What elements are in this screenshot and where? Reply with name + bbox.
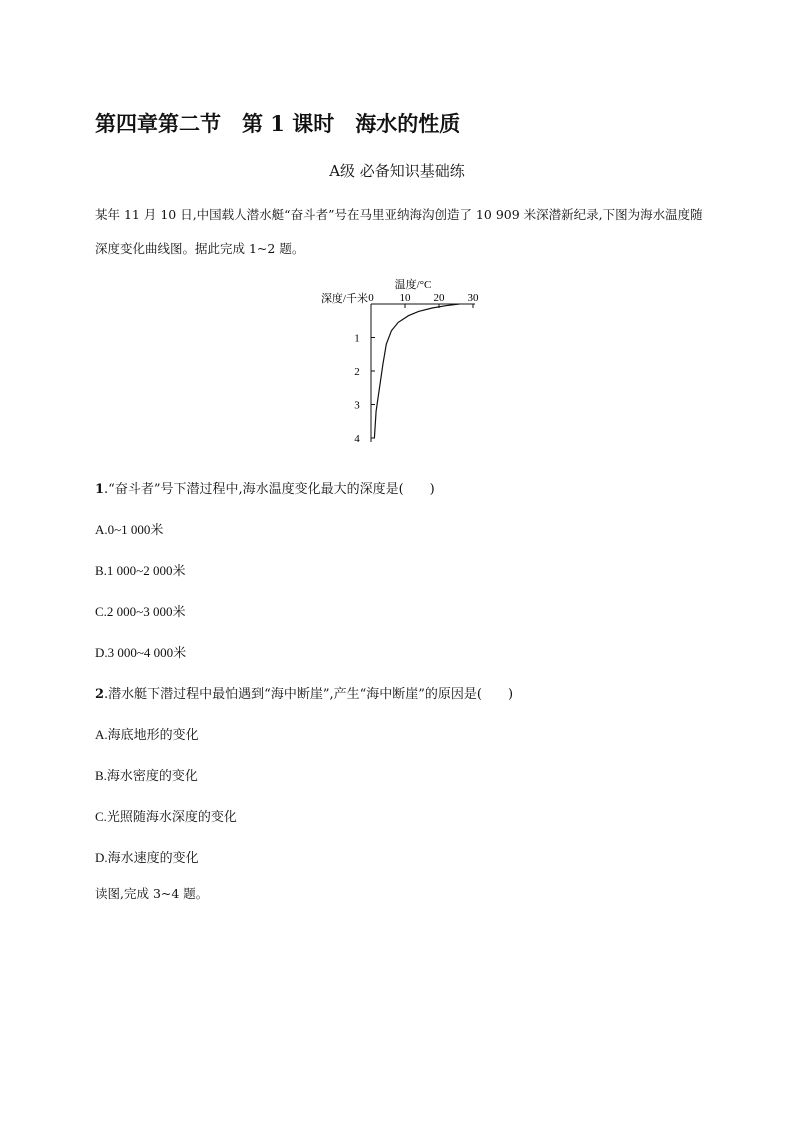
question-2-option-d[interactable]: D.海水速度的变化 — [95, 850, 199, 865]
x-tick-label: 20 — [433, 292, 445, 304]
y-tick-label: 2 — [354, 366, 360, 378]
question-1: 1.“奋斗者”号下潜过程中,海水温度变化最大的深度是( ) — [95, 482, 435, 497]
temperature-depth-chart — [300, 275, 500, 455]
page-title: 第四章第二节 第 1 课时 海水的性质 — [95, 111, 461, 136]
question-2: 2.潜水艇下潜过程中最怕遇到“海中断崖”,产生“海中断崖”的原因是( ) — [95, 687, 514, 702]
question-2-option-b[interactable]: B.海水密度的变化 — [95, 768, 198, 783]
footer-instruction: 读图,完成 3~4 题。 — [95, 886, 209, 901]
question-2-option-c[interactable]: C.光照随海水深度的变化 — [95, 809, 237, 824]
y-tick-label: 1 — [354, 332, 360, 345]
temperature-curve — [374, 304, 459, 438]
x-tick-label: 10 — [399, 292, 411, 304]
x-tick-label: 0 — [368, 292, 374, 304]
question-1-option-d[interactable]: D.3 000~4 000米 — [95, 645, 187, 660]
section-heading: A级 必备知识基础练 — [329, 162, 465, 180]
question-2-option-a[interactable]: A.海底地形的变化 — [95, 727, 199, 742]
y-axis-label: 深度/千米 — [320, 293, 368, 305]
x-tick-label: 30 — [467, 292, 479, 304]
intro-paragraph: 某年 11 月 10 日,中国载人潜水艇“奋斗者”号在马里亚纳海沟创造了 10 909 米深潜新纪录,下图为海水温度随深度变化曲线图。据此完成 1~2 题。 — [95, 207, 703, 256]
question-1-option-c[interactable]: C.2 000~3 000米 — [95, 604, 186, 619]
question-1-option-a[interactable]: A.0~1 000米 — [95, 522, 164, 537]
y-tick-label: 4 — [354, 433, 360, 445]
x-axis-label: 温度/°C — [394, 279, 432, 291]
question-1-option-b[interactable]: B.1 000~2 000米 — [95, 563, 186, 578]
y-tick-label: 3 — [354, 399, 360, 412]
